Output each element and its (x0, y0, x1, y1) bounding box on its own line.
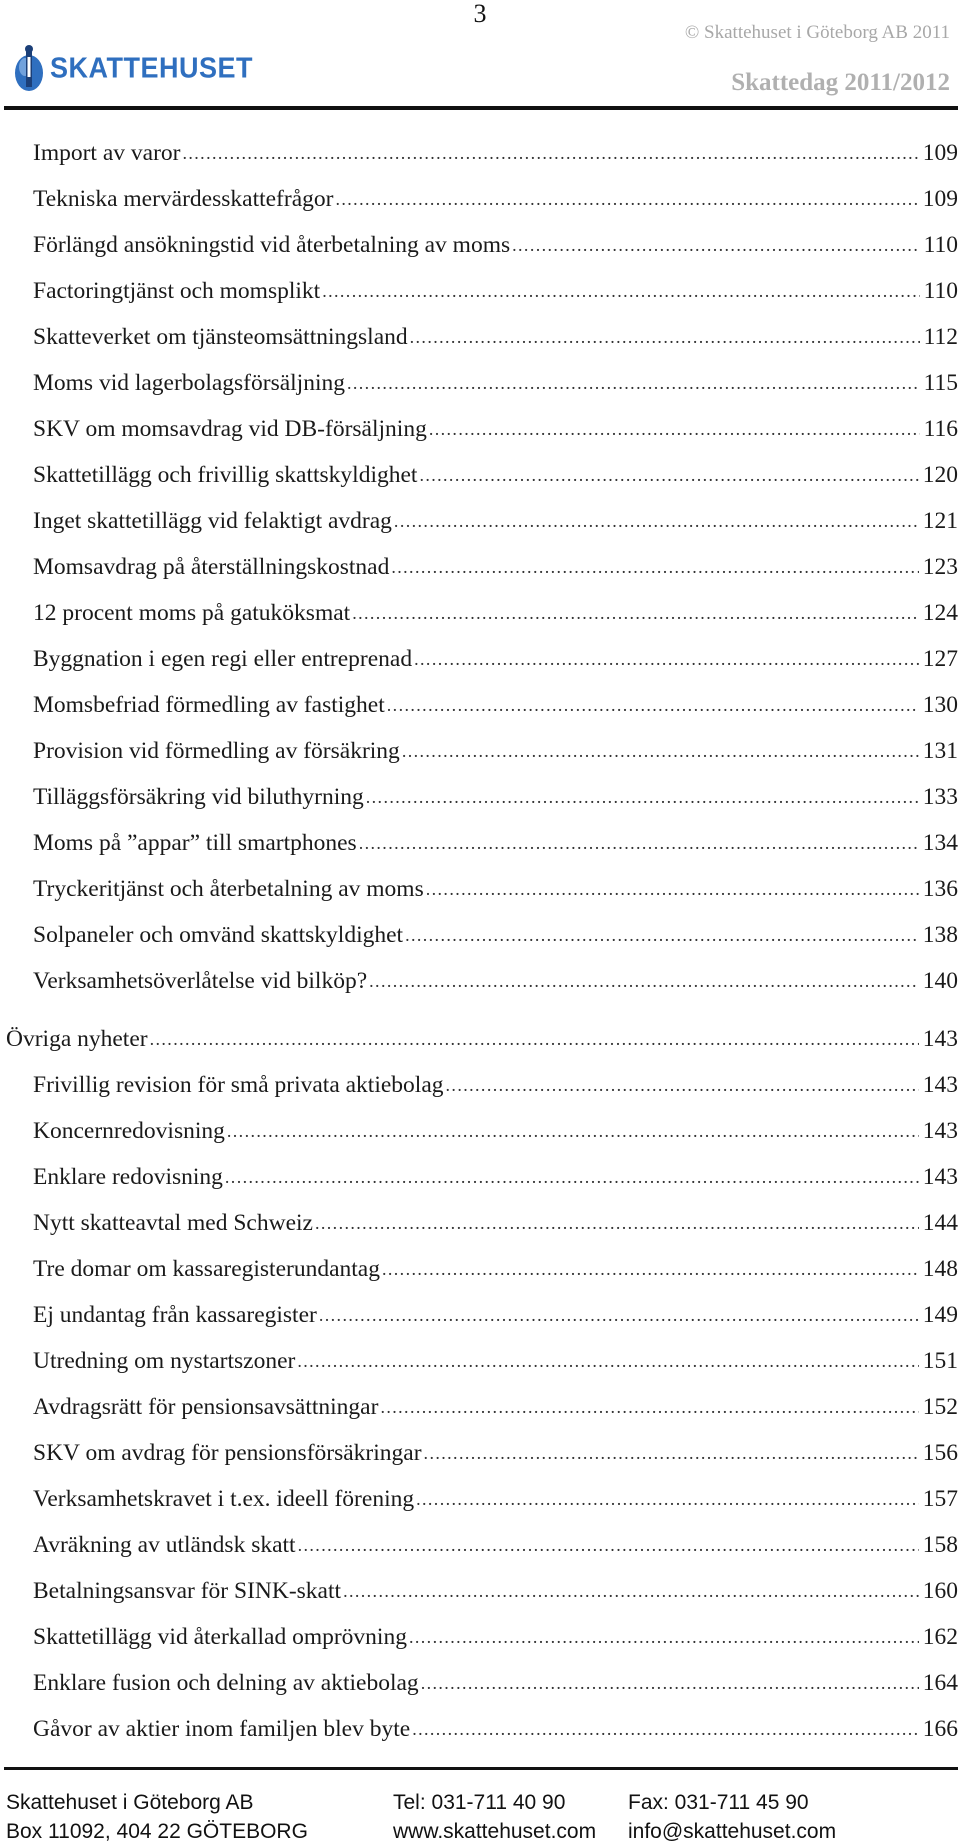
toc-dot-leader (369, 966, 919, 996)
toc-entry[interactable] (33, 276, 958, 322)
toc-entry[interactable] (33, 1484, 958, 1530)
toc-dot-leader (512, 230, 919, 260)
toc-entry-title: Ej undantag från kassaregister (33, 1302, 317, 1328)
toc-entry-title: SKV om momsavdrag vid DB-försäljning (33, 416, 427, 442)
toc-entry[interactable] (33, 828, 958, 874)
toc-page-number: 109 (919, 138, 958, 168)
toc-entry-title: Import av varor (33, 140, 181, 166)
footer-website-link[interactable]: www.skattehuset.com (393, 1820, 597, 1843)
toc-entry[interactable] (33, 1070, 958, 1116)
toc-page-number: 149 (919, 1300, 958, 1330)
toc-page-number: 109 (919, 184, 958, 214)
toc-entry[interactable] (33, 1622, 958, 1668)
toc-page-number: 131 (919, 736, 958, 766)
toc-entry-title: Enklare fusion och delning av aktiebolag (33, 1670, 419, 1696)
footer-phone: Tel: 031-711 40 90 (393, 1791, 566, 1814)
toc-dot-leader (347, 368, 920, 398)
toc-entry-title: Förlängd ansökningstid vid återbetalning av moms (33, 232, 511, 258)
toc-entry-title: Skattetillägg vid återkallad omprövning (33, 1624, 407, 1650)
logo-text: SKATTEHUSET (50, 51, 254, 84)
toc-dot-leader (343, 1576, 919, 1606)
toc-entry[interactable] (33, 1714, 958, 1760)
footer-address: Box 11092, 404 22 GÖTEBORG (6, 1820, 308, 1843)
toc-page-number: 143 (919, 1116, 958, 1146)
toc-page-number: 144 (919, 1208, 958, 1238)
toc-dot-leader (352, 598, 919, 628)
toc-page-number: 160 (919, 1576, 958, 1606)
table-of-contents (0, 138, 960, 1760)
toc-entry-title: Övriga nyheter (6, 1026, 148, 1052)
toc-entry[interactable] (33, 598, 958, 644)
toc-page-number: 143 (919, 1162, 958, 1192)
toc-entry-title: Koncernredovisning (33, 1118, 225, 1144)
toc-page-number: 156 (919, 1438, 958, 1468)
toc-page-number: 143 (919, 1024, 958, 1054)
toc-dot-leader (391, 552, 918, 582)
toc-entry-title: Momsavdrag på återställningskostnad (33, 554, 390, 580)
toc-entry-title: Gåvor av aktier inom familjen blev byte (33, 1716, 411, 1742)
toc-entry[interactable] (33, 1668, 958, 1714)
footer-company-name: Skattehuset i Göteborg AB (6, 1791, 254, 1814)
toc-dot-leader (405, 920, 919, 950)
header-divider (4, 106, 958, 110)
toc-entry[interactable] (33, 414, 958, 460)
toc-page-number: 116 (920, 414, 958, 444)
toc-dot-leader (322, 276, 919, 306)
toc-dot-leader (426, 874, 919, 904)
toc-entry-title: Tryckeritjänst och återbetalning av moms (33, 876, 424, 902)
toc-entry-title: Moms vid lagerbolagsförsäljning (33, 370, 345, 396)
toc-entry-title: Factoringtjänst och momsplikt (33, 278, 321, 304)
toc-dot-leader (402, 736, 919, 766)
toc-entry-title: SKV om avdrag för pensionsförsäkringar (33, 1440, 422, 1466)
toc-entry-title: Avdragsrätt för pensionsavsättningar (33, 1394, 379, 1420)
toc-dot-leader (380, 1392, 918, 1422)
toc-entry-title: Skattetillägg och frivillig skattskyldighet (33, 462, 418, 488)
toc-dot-leader (359, 828, 919, 858)
toc-entry-title: Enklare redovisning (33, 1164, 223, 1190)
toc-entry-title: Tekniska mervärdesskattefrågor (33, 186, 334, 212)
toc-dot-leader (182, 138, 918, 168)
toc-page-number: 110 (920, 276, 958, 306)
toc-entry[interactable] (33, 460, 958, 506)
copyright-notice: © Skattehuset i Göteborg AB 2011 (684, 22, 950, 43)
toc-dot-leader (319, 1300, 919, 1330)
toc-entry-title: Tre domar om kassaregisterundantag (33, 1256, 380, 1282)
toc-entry[interactable] (33, 230, 958, 276)
toc-entry-title: Avräkning av utländsk skatt (33, 1532, 296, 1558)
footer-fax: Fax: 031-711 45 90 (628, 1791, 809, 1814)
toc-entry-title: Moms på ”appar” till smartphones (33, 830, 357, 856)
toc-entry[interactable] (33, 138, 958, 184)
toc-dot-leader (409, 1622, 919, 1652)
toc-dot-leader (410, 322, 920, 352)
footer-divider (4, 1767, 958, 1770)
toc-entry[interactable] (33, 966, 958, 1012)
toc-entry[interactable] (33, 782, 958, 828)
toc-dot-leader (335, 184, 918, 214)
toc-page-number: 130 (919, 690, 958, 720)
company-logo (14, 42, 253, 94)
toc-page-number: 123 (919, 552, 958, 582)
footer-contact-block (393, 1788, 596, 1846)
toc-page-number: 136 (919, 874, 958, 904)
toc-page-number: 164 (919, 1668, 958, 1698)
toc-page-number: 162 (919, 1622, 958, 1652)
footer-company-block (6, 1788, 308, 1846)
toc-dot-leader (150, 1024, 919, 1054)
toc-entry[interactable] (33, 184, 958, 230)
toc-entry[interactable] (33, 1300, 958, 1346)
toc-entry[interactable] (33, 1254, 958, 1300)
toc-entry[interactable] (33, 920, 958, 966)
toc-page-number: 133 (919, 782, 958, 812)
toc-entry-title: Verksamhetskravet i t.ex. ideell förening (33, 1486, 415, 1512)
toc-entry[interactable] (33, 1116, 958, 1162)
toc-page-number: 140 (919, 966, 958, 996)
toc-entry[interactable] (33, 1346, 958, 1392)
toc-entry[interactable] (33, 552, 958, 598)
toc-page-number: 134 (919, 828, 958, 858)
toc-entry[interactable] (33, 874, 958, 920)
toc-page-number: 166 (919, 1714, 958, 1744)
toc-page-number: 138 (919, 920, 958, 950)
toc-entry-title: Byggnation i egen regi eller entreprenad (33, 646, 413, 672)
toc-dot-leader (387, 690, 919, 720)
logo-emblem-icon (14, 43, 44, 93)
toc-entry-title: Frivillig revision för små privata aktiebolag (33, 1072, 444, 1098)
toc-entry[interactable] (33, 1208, 958, 1254)
toc-entry-title: Verksamhetsöverlåtelse vid bilköp? (33, 968, 368, 994)
toc-entry[interactable] (33, 1392, 958, 1438)
toc-page-number: 152 (919, 1392, 958, 1422)
toc-page-number: 121 (919, 506, 958, 536)
toc-dot-leader (446, 1070, 919, 1100)
toc-entry-title: 12 procent moms på gatuköksmat (33, 600, 351, 626)
toc-entry-title: Nytt skatteavtal med Schweiz (33, 1210, 313, 1236)
toc-dot-leader (424, 1438, 919, 1468)
toc-dot-leader (429, 414, 920, 444)
footer-email-link[interactable]: info@skattehuset.com (628, 1820, 837, 1843)
toc-entry[interactable] (33, 736, 958, 782)
toc-entry[interactable] (33, 506, 958, 552)
toc-entry-title: Skatteverket om tjänsteomsättningsland (33, 324, 408, 350)
toc-section-heading[interactable] (6, 1024, 958, 1070)
toc-page-number: 127 (919, 644, 958, 674)
toc-page-number: 124 (919, 598, 958, 628)
toc-dot-leader (366, 782, 919, 812)
toc-entry-title: Momsbefriad förmedling av fastighet (33, 692, 385, 718)
toc-dot-leader (416, 1484, 919, 1514)
toc-dot-leader (412, 1714, 919, 1744)
toc-dot-leader (297, 1346, 918, 1376)
toc-entry[interactable] (33, 322, 958, 368)
page-number: 3 (473, 0, 487, 28)
toc-dot-leader (382, 1254, 919, 1284)
toc-entry[interactable] (33, 644, 958, 690)
toc-dot-leader (394, 506, 919, 536)
toc-dot-leader (227, 1116, 919, 1146)
toc-page-number: 158 (919, 1530, 958, 1560)
toc-entry-title: Inget skattetillägg vid felaktigt avdrag (33, 508, 392, 534)
footer-fax-email-block (628, 1788, 836, 1846)
toc-page-number: 110 (920, 230, 958, 260)
toc-entry[interactable] (33, 690, 958, 736)
toc-page-number: 143 (919, 1070, 958, 1100)
toc-page-number: 112 (920, 322, 958, 352)
toc-dot-leader (225, 1162, 919, 1192)
toc-dot-leader (419, 460, 918, 490)
toc-dot-leader (414, 644, 919, 674)
toc-page-number: 115 (920, 368, 958, 398)
toc-dot-leader (315, 1208, 919, 1238)
toc-page-number: 151 (919, 1346, 958, 1376)
toc-entry[interactable] (33, 1576, 958, 1622)
toc-page-number: 157 (919, 1484, 958, 1514)
toc-entry-title: Betalningsansvar för SINK-skatt (33, 1578, 342, 1604)
toc-entry-title: Utredning om nystartszoner (33, 1348, 296, 1374)
toc-page-number: 120 (919, 460, 958, 490)
toc-entry[interactable] (33, 1162, 958, 1208)
toc-entry[interactable] (33, 1530, 958, 1576)
toc-page-number: 148 (919, 1254, 958, 1284)
toc-entry-title: Provision vid förmedling av försäkring (33, 738, 400, 764)
toc-entry[interactable] (33, 1438, 958, 1484)
toc-dot-leader (421, 1668, 919, 1698)
toc-entry-title: Tilläggsförsäkring vid biluthyrning (33, 784, 364, 810)
document-title: Skattedag 2011/2012 (731, 69, 950, 96)
toc-entry[interactable] (33, 368, 958, 414)
toc-dot-leader (298, 1530, 919, 1560)
toc-entry-title: Solpaneler och omvänd skattskyldighet (33, 922, 404, 948)
